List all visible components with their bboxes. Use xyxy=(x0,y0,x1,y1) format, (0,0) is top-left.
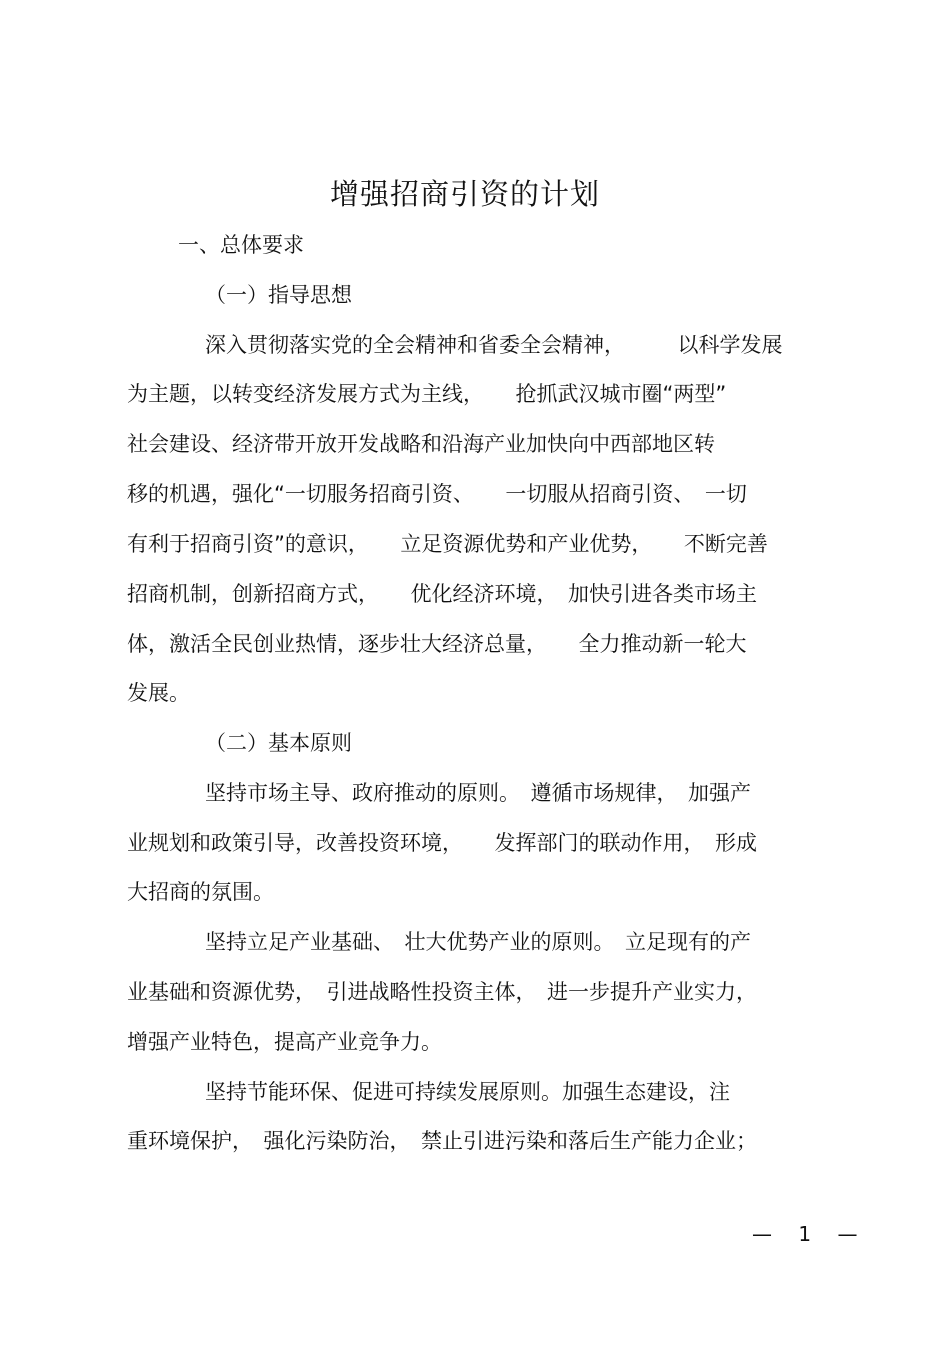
paragraph-line: 体，激活全民创业热情，逐步壮大经济总量， 全力推动新一轮大 xyxy=(127,632,747,656)
paragraph-line: 坚持市场主导、政府推动的原则。 遵循市场规律， 加强产 xyxy=(205,781,751,805)
section-heading-general-requirements: 一、总体要求 xyxy=(178,233,304,257)
paragraph-line: 为主题，以转变经济发展方式为主线， 抢抓武汉城市圈“两型” xyxy=(127,382,727,406)
paragraph-line: 坚持节能环保、促进可持续发展原则。加强生态建设，注 xyxy=(205,1080,730,1104)
paragraph-line: 有利于招商引资”的意识， 立足资源优势和产业优势， 不断完善 xyxy=(127,532,768,556)
paragraph-line: 深入贯彻落实党的全会精神和省委全会精神， 以科学发展 xyxy=(205,333,783,357)
paragraph-line: 移的机遇，强化“一切服务招商引资、 一切服从招商引资、 一切 xyxy=(127,482,747,506)
paragraph-line: 大招商的氛围。 xyxy=(127,880,274,904)
paragraph-line: 社会建设、经济带开放开发战略和沿海产业加快向中西部地区转 xyxy=(127,432,715,456)
paragraph-line: 招商机制，创新招商方式， 优化经济环境， 加快引进各类市场主 xyxy=(127,582,757,606)
document-title: 增强招商引资的计划 xyxy=(329,177,600,211)
paragraph-line: 业规划和政策引导，改善投资环境， 发挥部门的联动作用， 形成 xyxy=(127,831,757,855)
paragraph-line: 业基础和资源优势， 引进战略性投资主体， 进一步提升产业实力， xyxy=(127,980,757,1004)
paragraph-line: 坚持立足产业基础、 壮大优势产业的原则。 立足现有的产 xyxy=(205,930,751,954)
subsection-heading-basic-principles: （二）基本原则 xyxy=(205,731,352,755)
subsection-heading-guiding-ideology: （一）指导思想 xyxy=(205,283,352,307)
paragraph-line: 重环境保护， 强化污染防治， 禁止引进污染和落后生产能力企业； xyxy=(127,1129,757,1153)
paragraph-line: 发展。 xyxy=(127,681,190,705)
paragraph-line: 增强产业特色，提高产业竞争力。 xyxy=(127,1030,442,1054)
page-number: — 1 — xyxy=(752,1222,868,1246)
